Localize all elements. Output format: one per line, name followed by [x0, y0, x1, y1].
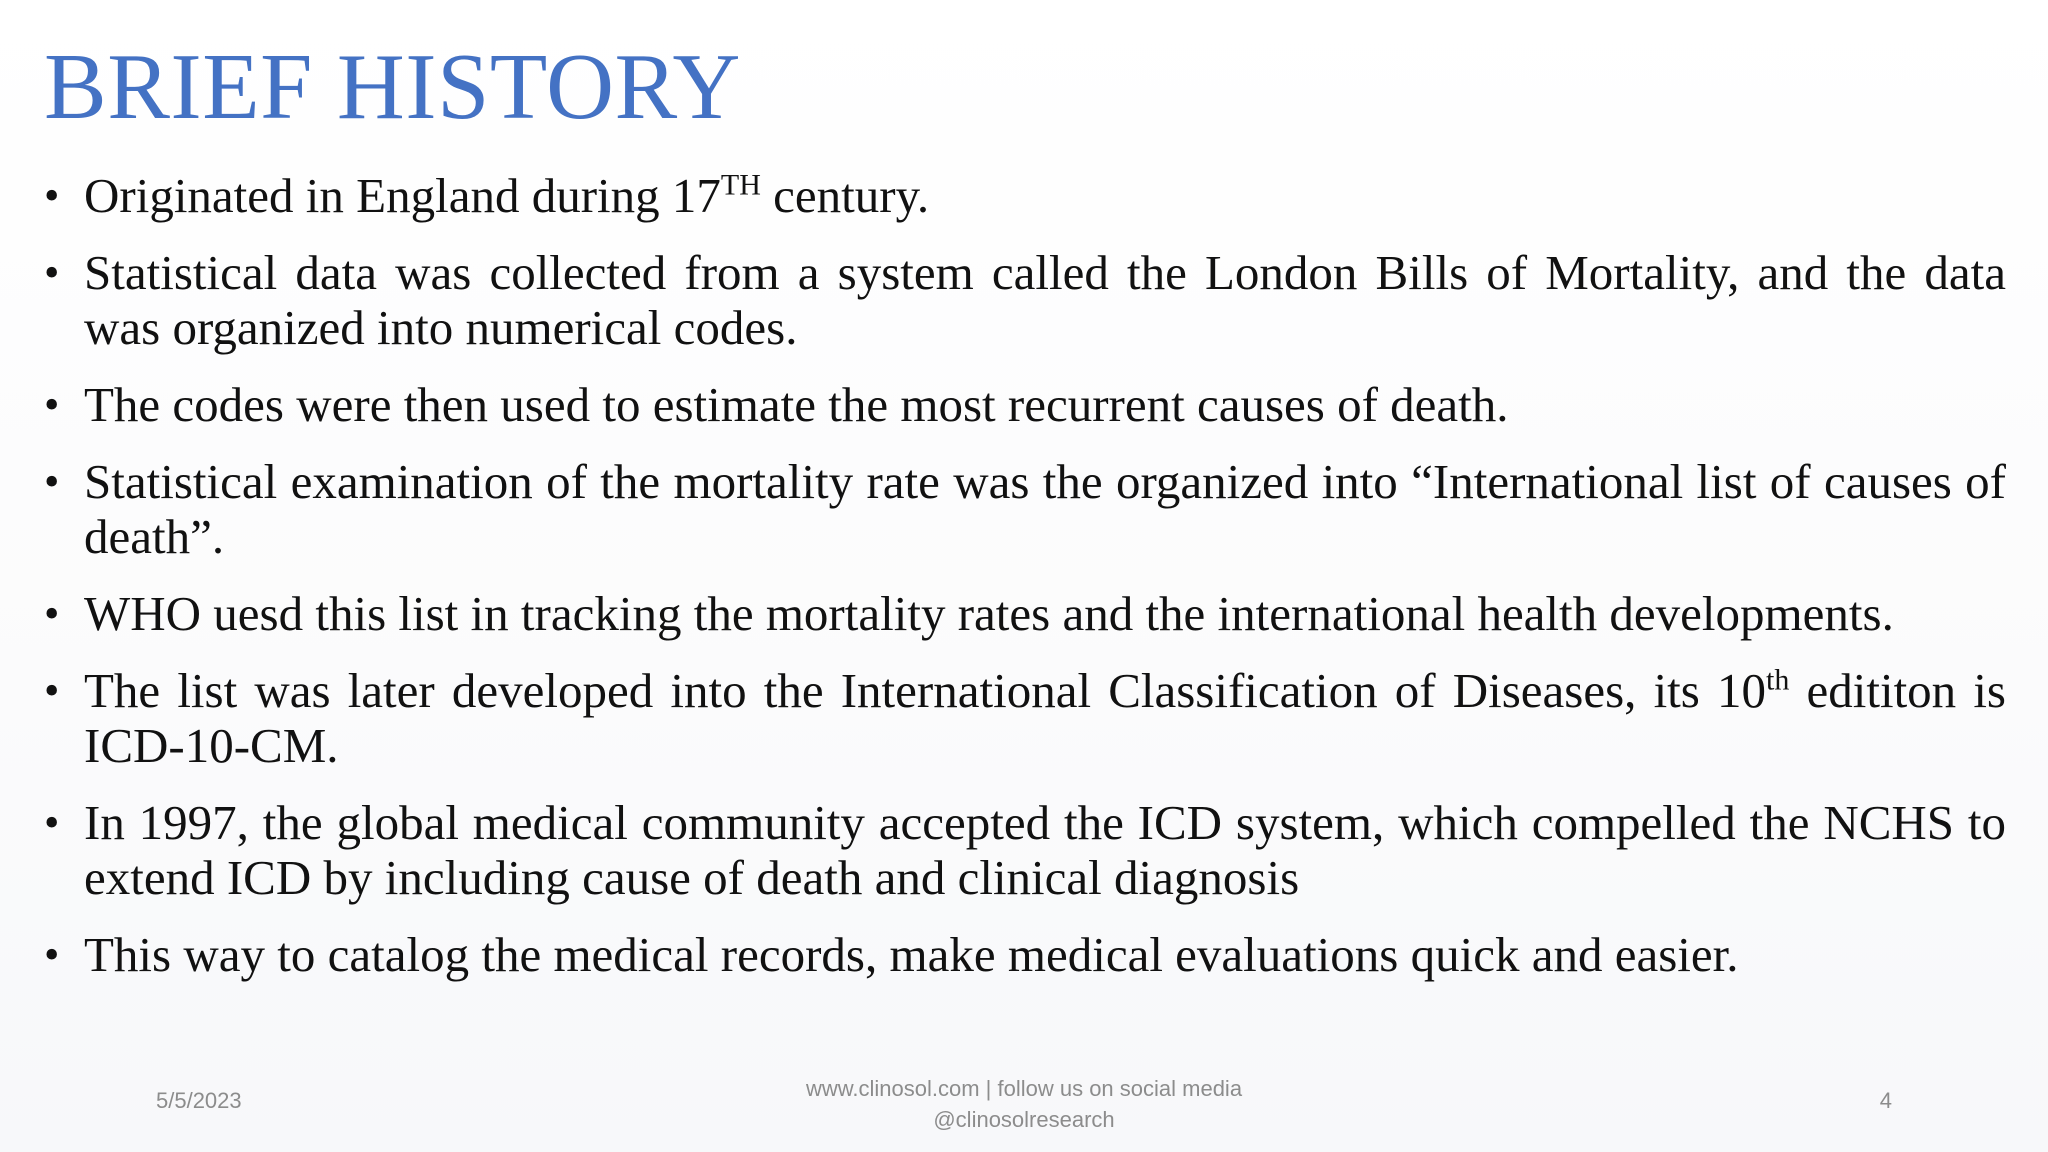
bullet-text-post: century.: [760, 168, 930, 223]
bullet-icon: •: [44, 380, 60, 429]
bullet-text: Statistical examination of the mortality rate was the organized into “International list of causes of death”.: [84, 454, 2006, 564]
bullet-text-pre: The list was later developed into the International Classification of Diseases, its 10: [84, 663, 1766, 718]
footer-website: [724, 1073, 1324, 1135]
bullet-icon: •: [44, 798, 60, 847]
bullet-item: [44, 663, 2006, 773]
footer-date: 5/5/2023: [156, 1088, 242, 1113]
bullet-superscript: TH: [720, 168, 761, 202]
bullet-text: The codes were then used to estimate the most recurrent causes of death.: [84, 377, 1509, 432]
footer-social-handle: @clinosolresearch: [933, 1107, 1115, 1132]
bullet-list: [44, 168, 2006, 1004]
bullet-item: [44, 586, 2006, 641]
bullet-item: [44, 795, 2006, 905]
bullet-item: [44, 245, 2006, 355]
page-number: 4: [1879, 1088, 1892, 1113]
bullet-icon: •: [44, 666, 60, 715]
bullet-item: [44, 454, 2006, 564]
footer-website-line: www.clinosol.com | follow us on social media: [805, 1076, 1243, 1101]
bullet-icon: •: [44, 171, 60, 220]
bullet-icon: •: [44, 248, 60, 297]
bullet-text-pre: Originated in England during 17: [84, 168, 721, 223]
bullet-text: In 1997, the global medical community accepted the ICD system, which compelled the NCHS to extend ICD by including cause of death and clinical diagnosis: [84, 795, 2006, 905]
bullet-icon: •: [44, 930, 60, 979]
bullet-text-post: edititon is ICD-10-CM.: [84, 663, 2006, 773]
bullet-text: WHO uesd this list in tracking the mortality rates and the international health developments.: [84, 586, 1894, 641]
bullet-item: [44, 377, 2006, 432]
bullet-text: Statistical data was collected from a system called the London Bills of Mortality, and the data was organized into numerical codes.: [84, 245, 2006, 355]
bullet-text: This way to catalog the medical records, make medical evaluations quick and easier.: [84, 927, 1739, 982]
bullet-item: [44, 927, 2006, 982]
slide-title: BRIEF HISTORY: [44, 35, 741, 139]
bullet-superscript: th: [1766, 663, 1790, 697]
bullet-icon: •: [44, 457, 60, 506]
bullet-item: [44, 168, 2006, 223]
bullet-icon: •: [44, 589, 60, 638]
